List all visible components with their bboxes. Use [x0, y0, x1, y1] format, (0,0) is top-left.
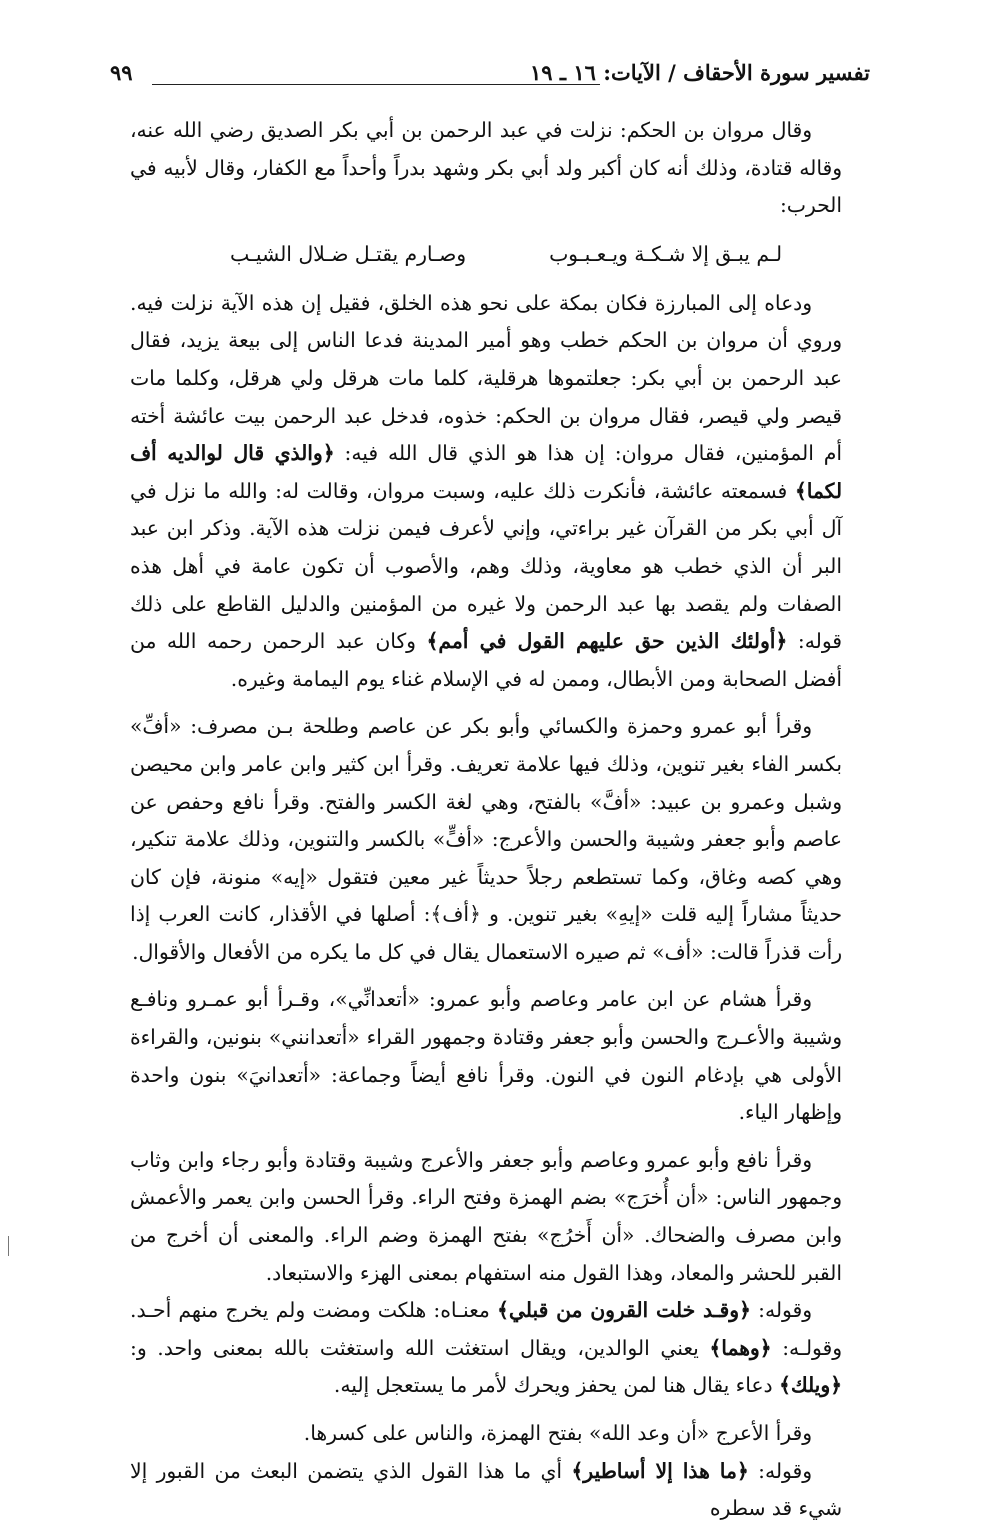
paragraph-2: [130, 285, 842, 699]
paragraph-6: [130, 1292, 842, 1405]
quran-quote-2: ﴿أولئك الذين حق عليهم القول في أمم﴾: [426, 629, 788, 654]
header-rule: [152, 84, 600, 85]
verse-second-hemistich: وصـارم يقتـل ضـلال الشيـب: [230, 241, 467, 266]
scan-margin-mark: [8, 1236, 9, 1256]
page-header: [110, 58, 870, 92]
paragraph-3: وقرأ أبو عمرو وحمزة والكسائي وأبو بكر عن عاصم وطلحة بـن مصرف: «أفِّ» بكسر الفاء بغير تنوين، وذلك فيها علامة تعريف. وقرأ ابن كثير وابن عامر وابن محيصن وشبل وعمرو بن عبيد: «أفَّ» بالفتح، وهي لغة الكسر والفتح. وقرأ نافع وحفص عن عاصم وأبو جعفر وشيبة والحسن والأعرج: «أفٍّ» بالكسر والتنوين، وذلك علامة تنكير، وهي كصه وغاق، وكما تستطعم رجلاً حديثاً غير معين فتقول «إيه» منونة، فإن كان حديثاً مشاراً إليه قلت «إيهِ» بغير تنوين. و ﴿أف﴾: أصلها في الأقذار، كانت العرب إذا رأت قذراً قالت: «أف» ثم صيره الاستعمال يقال في كل ما يكره من الأفعال والأقوال.: [130, 714, 842, 964]
paragraph-6-text-b: معنـاه: هلكت ومضت ولم يخرج منهم أحـد. وقولـه:: [130, 1298, 842, 1360]
paragraph-6-text-d: دعاء يقال هنا لمن يحفز ويحرك لأمر ما يستعجل إليه.: [333, 1373, 779, 1398]
page-number: ٩٩: [110, 60, 133, 85]
paragraph-2-text-c: وكان عبد الرحمن رحمه الله من أفضل الصحابة ومن الأبطال، وممن له في الإسلام غناء يوم اليمامة وغيره.: [130, 629, 842, 691]
paragraph-8-text-a: وقوله:: [748, 1458, 812, 1483]
poem-verse: [230, 235, 782, 273]
paragraph-2-text-a: ودعاه إلى المبارزة فكان بمكة على نحو هذه الخلق، فقيل إن هذه الآية نزلت فيه. وروي أن مروان بن الحكم خطب وهو أمير المدينة فدعا الناس إلى بيعة يزيد، فقال عبد الرحمن بن أبي بكر: جعلتموها هرقلية، كلما مات هرقل ولي هرقل، وكلما مات قيصر ولي قيصر، فقال مروان بن الحكم: خذوه، فدخل عبد الرحمن بيت عائشة أخته أم المؤمنين، فقال مروان: إن هذا هو الذي قال الله فيه:: [130, 290, 842, 466]
running-title: تفسير سورة الأحقاف / الآيات: ١٦ ـ ١٩: [529, 60, 870, 85]
paragraph-5: وقرأ نافع وأبو عمرو وعاصم وأبو جعفر والأعرج وشيبة وقتادة وأبو رجاء وابن وثاب وجمهور الناس: «أن أُخرَج» بضم الهمزة وفتح الراء. وقرأ الحسن وابن يعمر والأعمش وابن مصرف والضحاك. «أن أَخرُج» بفتح الهمزة وضم الراء. والمعنى أن أخرج من القبر للحشر والمعاد، وهذا القول منه استفهام بمعنى الهزء والاستبعاد.: [130, 1147, 842, 1285]
paragraph-4: وقرأ هشام عن ابن عامر وعاصم وأبو عمرو: «أتعدانِّي»، وقـرأ أبو عمـرو ونافـع وشيبة والأعـرج والحسن وأبو جعفر وقتادة وجمهور القراء «أتعدانني» بنونين، والقراءة الأولى هي بإدغام النون في النون. وقرأ نافع أيضاً وجماعة: «أتعدانيَ» بنون واحدة وإظهار الياء.: [130, 987, 842, 1125]
paragraph-6-text-c: يعني الوالدين، ويقال استغثت الله واستغثت بالله بمعنى واحد. و:: [130, 1335, 710, 1360]
verse-first-hemistich: لـم يبـق إلا شـكـة ويـعـبـوب: [549, 241, 782, 266]
quran-quote-4: ﴿وهما﴾: [709, 1335, 772, 1360]
paragraph-8-text-b: أي ما هذا القول الذي يتضمن البعث من القبور إلا شيء قد سطره: [130, 1458, 842, 1521]
quran-quote-5: ﴿ويلك﴾: [778, 1373, 842, 1398]
paragraph-1: وقال مروان بن الحكم: نزلت في عبد الرحمن بن أبي بكر الصديق رضي الله عنه، وقاله قتادة، وذلك أنه كان أكبر ولد أبي بكر وشهد بدراً وأحداً مع الكفار، وقال لأبيه في الحرب:: [130, 118, 842, 218]
paragraph-2-text-b: فسمعته عائشة، فأنكرت ذلك عليه، وسبت مروان، وقالت له: والله ما نزل في آل أبي بكر من القرآن غير براءتي، وإني لأعرف فيمن نزلت هذه الآية. وذكر ابن عبد البر أن الذي خطب هو معاوية، وذلك وهم، والأصوب أن تكون عامة في أهل هذه الصفات ولم يقصد بها عبد الرحمن ولا غيره من المؤمنين والدليل القاطع على ذلك قوله:: [130, 478, 842, 654]
paragraph-7: وقرأ الأعرج «أن وعد الله» بفتح الهمزة، والناس على كسرها.: [303, 1421, 812, 1445]
quran-quote-3: ﴿وقـد خلت القرون من قبلي﴾: [496, 1298, 751, 1323]
paragraph-6-text-a: وقوله:: [750, 1298, 812, 1323]
paragraph-8: [130, 1453, 842, 1528]
quran-quote-6: ﴿ما هذا إلا أساطير﴾: [571, 1458, 749, 1483]
quran-quote-1: ﴿والذي قال لوالديه أف لكما﴾: [130, 441, 842, 503]
page-body: [130, 112, 842, 1528]
